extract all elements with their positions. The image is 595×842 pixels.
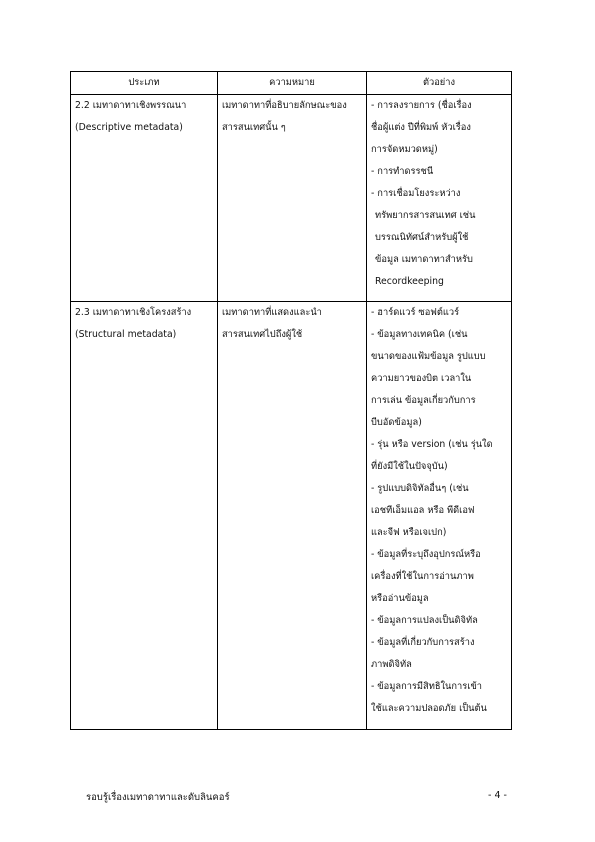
example-line: - ข้อมูลการมีสิทธิในการเข้า bbox=[371, 681, 483, 692]
cell-meaning bbox=[218, 95, 367, 302]
type-label: 2.2 เมทาดาทาเชิงพรรณนา bbox=[75, 100, 187, 111]
meaning-line: เมทาดาทาที่อธิบายลักษณะของ bbox=[222, 100, 347, 111]
example-line: - การเชื่อมโยงระหว่าง bbox=[371, 188, 461, 199]
header-meaning: ความหมาย bbox=[218, 72, 367, 95]
example-line: - ข้อมูลที่ระบุถึงอุปกรณ์หรือ bbox=[371, 549, 481, 560]
example-line: - การทำดรรชนี bbox=[371, 166, 434, 177]
example-line: ที่ยังมีใช้ในปัจจุบัน) bbox=[371, 461, 448, 472]
example-line: Recordkeeping bbox=[375, 276, 444, 287]
example-line: เอชทีเอ็มแอล หรือ พีดีเอฟ bbox=[371, 505, 475, 516]
example-line: ชื่อผู้แต่ง ปีที่พิมพ์ หัวเรื่อง bbox=[371, 122, 471, 133]
example-line: เครื่องที่ใช้ในการอ่านภาพ bbox=[371, 571, 474, 582]
table-row-descriptive bbox=[71, 95, 512, 302]
example-line: - การลงรายการ (ชื่อเรื่อง bbox=[371, 100, 472, 111]
example-line: ข้อมูล เมทาดาทาสำหรับ bbox=[375, 254, 473, 265]
cell-type bbox=[71, 95, 218, 302]
example-line: - ข้อมูลทางเทคนิค (เช่น bbox=[371, 329, 468, 340]
cell-type bbox=[71, 302, 218, 730]
example-line: และจีฟ หรือเจเปก) bbox=[371, 527, 447, 538]
example-line: ขนาดของแฟ้มข้อมูล รูปแบบ bbox=[371, 351, 486, 362]
header-type: ประเภท bbox=[71, 72, 218, 95]
example-line: - รูปแบบดิจิทัลอื่นๆ (เช่น bbox=[371, 483, 469, 494]
example-line: ใช้และความปลอดภัย เป็นต้น bbox=[371, 703, 487, 714]
meaning-line: สารสนเทศไปถึงผู้ใช้ bbox=[222, 329, 303, 340]
metadata-table bbox=[70, 71, 512, 730]
cell-example bbox=[367, 302, 512, 730]
header-example: ตัวอย่าง bbox=[367, 72, 512, 95]
example-line: ทรัพยากรสารสนเทศ เช่น bbox=[375, 210, 476, 221]
type-english: (Structural metadata) bbox=[75, 329, 177, 340]
type-english: (Descriptive metadata) bbox=[75, 122, 183, 133]
example-line: - ฮาร์ดแวร์ ซอฟต์แวร์ bbox=[371, 307, 460, 318]
meaning-line: สารสนเทศนั้น ๆ bbox=[222, 122, 286, 133]
example-line: การจัดหมวดหมู่) bbox=[371, 144, 438, 155]
example-line: - ข้อมูลที่เกี่ยวกับการสร้าง bbox=[371, 637, 475, 648]
example-line: บีบอัดข้อมูล) bbox=[371, 417, 422, 428]
table-row-structural bbox=[71, 302, 512, 730]
example-line: หรืออ่านข้อมูล bbox=[371, 593, 429, 604]
example-line: - รุ่น หรือ version (เช่น รุ่นใด bbox=[371, 439, 493, 450]
example-line: การเล่น ข้อมูลเกี่ยวกับการ bbox=[371, 395, 476, 406]
table-header-row bbox=[71, 72, 512, 95]
example-line: บรรณนิทัศน์สำหรับผู้ใช้ bbox=[375, 232, 469, 243]
meaning-line: เมทาดาทาที่แสดงและนำ bbox=[222, 307, 322, 318]
example-line: ความยาวของบิต เวลาใน bbox=[371, 373, 472, 384]
example-line: - ข้อมูลการแปลงเป็นดิจิทัล bbox=[371, 615, 478, 626]
example-line: ภาพดิจิทัล bbox=[371, 659, 412, 670]
footer-title: รอบรู้เรื่องเมทาดาทาและดับลินคอร์ bbox=[86, 792, 230, 803]
cell-example bbox=[367, 95, 512, 302]
cell-meaning bbox=[218, 302, 367, 730]
page-number: - 4 - bbox=[488, 790, 507, 801]
type-label: 2.3 เมทาดาทาเชิงโครงสร้าง bbox=[75, 307, 192, 318]
